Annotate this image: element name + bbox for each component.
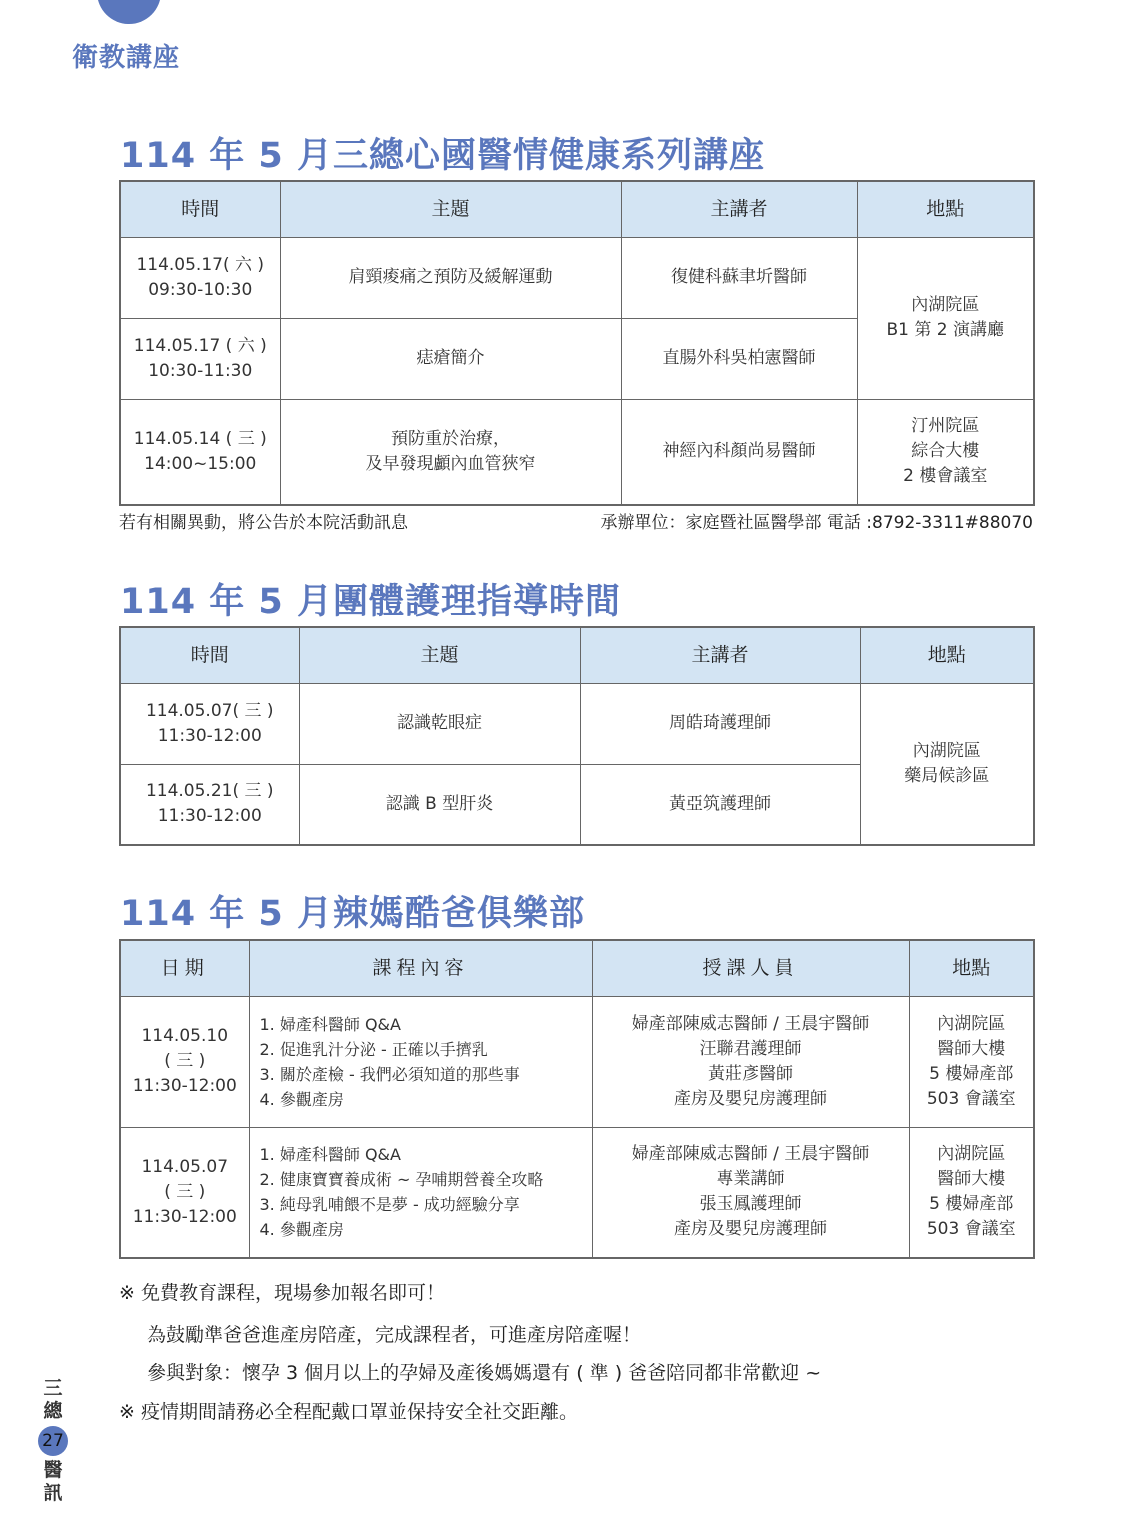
location-cell bbox=[857, 399, 1034, 505]
time-cell bbox=[120, 764, 299, 845]
column-header-date: 日期 bbox=[120, 940, 249, 996]
date-text: 114.05.21( 三 ) bbox=[145, 781, 274, 802]
column-header-content: 課程內容 bbox=[249, 940, 592, 996]
instructor-line: 婦產部陳威志醫師 / 王晨宇醫師 bbox=[631, 1013, 870, 1034]
parents-club-title: 114 年 5 月辣媽酷爸俱樂部 bbox=[120, 894, 585, 934]
location-line: 藥局候診區 bbox=[904, 765, 990, 786]
column-header-time: 時間 bbox=[120, 181, 280, 237]
instructors-cell bbox=[592, 996, 909, 1127]
speaker-cell: 直腸外科吳柏憲醫師 bbox=[621, 318, 857, 399]
change-notice: 若有相關異動，將公告於本院活動訊息 bbox=[119, 513, 408, 533]
location-line: 5 樓婦產部 bbox=[929, 1194, 1014, 1215]
column-header-location: 地點 bbox=[857, 181, 1034, 237]
date-text: 114.05.17( 六 ) bbox=[136, 254, 265, 275]
time-cell bbox=[120, 399, 280, 505]
time-text: 09:30-10:30 bbox=[148, 279, 253, 300]
weekday-text: ( 三 ) bbox=[164, 1181, 206, 1202]
page-footer bbox=[38, 1377, 68, 1505]
location-line: 內湖院區 bbox=[937, 1144, 1006, 1165]
parents-club-table bbox=[119, 939, 1035, 1259]
content-item: 2. 健康寶寶養成術 ~ 孕哺期營養全攻略 bbox=[259, 1170, 544, 1190]
section-tab-decoration bbox=[97, 0, 161, 24]
table-header-row bbox=[120, 940, 1034, 996]
time-cell bbox=[120, 318, 280, 399]
location-line: 內湖院區 bbox=[911, 295, 980, 315]
lecture-series-table bbox=[119, 180, 1035, 506]
column-header-topic: 主題 bbox=[299, 627, 580, 683]
instructor-line: 專業講師 bbox=[716, 1169, 785, 1190]
time-text: 11:30-12:00 bbox=[132, 1206, 237, 1227]
location-line: 汀州院區 bbox=[911, 416, 980, 437]
lecture-series-title: 114 年 5 月三總心國醫情健康系列講座 bbox=[120, 136, 765, 176]
group-nursing-title: 114 年 5 月團體護理指導時間 bbox=[120, 582, 621, 622]
group-nursing-table bbox=[119, 626, 1035, 846]
location-line: 綜合大樓 bbox=[911, 441, 980, 462]
content-item: 2. 促進乳汁分泌 - 正確以手擠乳 bbox=[259, 1039, 488, 1059]
time-text: 11:30-12:00 bbox=[132, 1076, 237, 1096]
topic-line: 及早發現顱內血管狹窄 bbox=[365, 453, 536, 474]
location-line: 2 樓會議室 bbox=[903, 466, 988, 487]
content-item: 3. 關於產檢 - 我們必須知道的那些事 bbox=[259, 1064, 520, 1084]
topic-cell: 痣瘡簡介 bbox=[280, 318, 621, 399]
table-row bbox=[120, 237, 1034, 318]
date-text: 114.05.07( 三 ) bbox=[145, 700, 274, 721]
table-row bbox=[120, 996, 1034, 1127]
instructor-line: 產房及嬰兒房護理師 bbox=[674, 1219, 827, 1240]
instructor-line: 黃莊彥醫師 bbox=[708, 1063, 793, 1084]
location-line: 5 樓婦產部 bbox=[929, 1063, 1014, 1084]
table-header-row bbox=[120, 627, 1034, 683]
magazine-name-char: 訊 bbox=[43, 1482, 63, 1504]
footnote-encourage-fathers: 為鼓勵準爸爸進產房陪產，完成課程者，可進產房陪產喔！ bbox=[147, 1324, 642, 1346]
magazine-name-char: 醫 bbox=[43, 1459, 63, 1481]
time-text: 11:30-12:00 bbox=[157, 725, 262, 746]
date-text: 114.05.07 bbox=[141, 1156, 229, 1177]
content-cell bbox=[249, 996, 592, 1127]
date-text: 114.05.17 ( 六 ) bbox=[133, 335, 267, 356]
organizer-contact: 承辦單位：家庭暨社區醫學部 電話 :8792-3311#88070 bbox=[600, 513, 1033, 533]
location-cell bbox=[860, 683, 1034, 845]
section-label: 衛教講座 bbox=[72, 43, 181, 73]
footnote-free-course: ※ 免費教育課程，現場參加報名即可！ bbox=[119, 1282, 445, 1304]
column-header-speaker: 主講者 bbox=[621, 181, 857, 237]
topic-cell: 認識 B 型肝炎 bbox=[299, 764, 580, 845]
instructor-line: 汪聯君護理師 bbox=[699, 1038, 802, 1059]
time-cell bbox=[120, 683, 299, 764]
date-text: 114.05.10 bbox=[141, 1026, 229, 1046]
table-row bbox=[120, 399, 1034, 505]
column-header-time: 時間 bbox=[120, 627, 299, 683]
speaker-cell: 神經內科顏尚易醫師 bbox=[621, 399, 857, 505]
table-row bbox=[120, 1127, 1034, 1258]
table-row bbox=[120, 683, 1034, 764]
column-header-location: 地點 bbox=[909, 940, 1034, 996]
content-item: 3. 純母乳哺餵不是夢 - 成功經驗分享 bbox=[259, 1195, 520, 1215]
column-header-topic: 主題 bbox=[280, 181, 621, 237]
lecture-series-notes bbox=[119, 508, 1033, 533]
date-text: 114.05.14 ( 三 ) bbox=[133, 428, 267, 449]
location-line: 503 會議室 bbox=[926, 1088, 1016, 1109]
location-line: 醫師大樓 bbox=[937, 1038, 1006, 1059]
location-line: 503 會議室 bbox=[926, 1219, 1016, 1240]
date-cell bbox=[120, 996, 249, 1127]
speaker-cell: 周皓琦護理師 bbox=[580, 683, 860, 764]
column-header-instructors: 授課人員 bbox=[592, 940, 909, 996]
content-cell bbox=[249, 1127, 592, 1258]
date-cell bbox=[120, 1127, 249, 1258]
instructor-line: 婦產部陳威志醫師 / 王晨宇醫師 bbox=[631, 1144, 870, 1165]
instructors-cell bbox=[592, 1127, 909, 1258]
instructor-line: 張玉鳳護理師 bbox=[699, 1194, 802, 1215]
location-cell bbox=[909, 1127, 1034, 1258]
column-header-speaker: 主講者 bbox=[580, 627, 860, 683]
weekday-text: ( 三 ) bbox=[164, 1051, 206, 1071]
content-item: 1. 婦產科醫師 Q&A bbox=[259, 1145, 401, 1165]
speaker-cell: 復健科蘇聿圻醫師 bbox=[621, 237, 857, 318]
time-text: 14:00~15:00 bbox=[144, 453, 257, 474]
table-header-row bbox=[120, 181, 1034, 237]
topic-line: 預防重於治療， bbox=[391, 428, 510, 449]
magazine-name-char: 總 bbox=[43, 1400, 63, 1422]
topic-cell: 認識乾眼症 bbox=[299, 683, 580, 764]
location-line: 內湖院區 bbox=[912, 740, 981, 761]
location-cell bbox=[857, 237, 1034, 399]
time-text: 11:30-12:00 bbox=[157, 806, 262, 827]
content-item: 4. 參觀產房 bbox=[259, 1089, 344, 1109]
location-line: B1 第 2 演講廳 bbox=[886, 320, 1004, 340]
column-header-location: 地點 bbox=[860, 627, 1034, 683]
topic-cell: 肩頸痠痛之預防及緩解運動 bbox=[280, 237, 621, 318]
footnote-mask-notice: ※ 疫情期間請務必全程配戴口罩並保持安全社交距離。 bbox=[119, 1401, 578, 1423]
location-line: 醫師大樓 bbox=[937, 1169, 1006, 1190]
content-item: 4. 參觀產房 bbox=[259, 1220, 344, 1240]
speaker-cell: 黃亞筑護理師 bbox=[580, 764, 860, 845]
time-text: 10:30-11:30 bbox=[148, 360, 253, 381]
magazine-name-char: 三 bbox=[43, 1377, 63, 1399]
location-cell bbox=[909, 996, 1034, 1127]
topic-cell bbox=[280, 399, 621, 505]
location-line: 內湖院區 bbox=[937, 1013, 1006, 1034]
instructor-line: 產房及嬰兒房護理師 bbox=[674, 1088, 827, 1109]
footnote-eligibility: 參與對象：懷孕 3 個月以上的孕婦及產後媽媽還有 ( 準 ) 爸爸陪同都非常歡迎 ~ bbox=[147, 1362, 822, 1384]
page-number: 27 bbox=[38, 1426, 68, 1456]
content-item: 1. 婦產科醫師 Q&A bbox=[259, 1014, 401, 1034]
time-cell bbox=[120, 237, 280, 318]
